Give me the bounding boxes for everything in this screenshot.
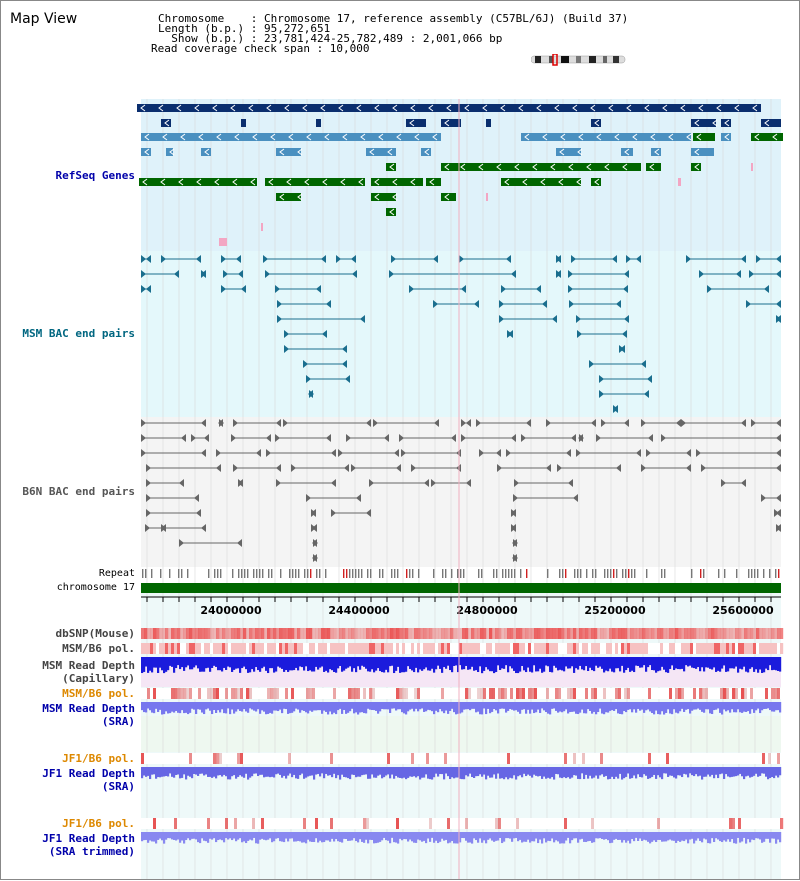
repeat-track: [142, 569, 779, 578]
repeat-label: Repeat: [98, 568, 135, 579]
ruler-tick-label: 24800000: [456, 604, 518, 617]
b6n-bac-label: B6N BAC end pairs: [22, 485, 135, 498]
msm-b6-pol-label-2: MSM/B6 pol.: [62, 687, 135, 700]
jf1-depth-sra-label: JF1 Read Depth (SRA): [42, 767, 135, 793]
page-title: Map View: [10, 11, 78, 27]
jf1-depth-trimmed-label: JF1 Read Depth (SRA trimmed): [42, 832, 135, 858]
msm-depth-sra-label: MSM Read Depth (SRA): [42, 702, 135, 728]
chromosome-label: chromosome 17: [56, 582, 135, 593]
chromosome-bar: [141, 583, 781, 593]
show-range-info: Show (b.p.) : 23,781,424-25,782,489 : 2,001,066 bp: [158, 32, 503, 45]
msm-b6-pol-label-1: MSM/B6 pol.: [62, 642, 135, 655]
jf1-b6-pol-label-1: JF1/B6 pol.: [62, 752, 135, 765]
chromosome-info: Chromosome : Chromosome 17, reference assembly (C57BL/6J) (Build 37): [158, 12, 629, 25]
dbsnp-label: dbSNP(Mouse): [55, 627, 135, 640]
msm-bac-band: [141, 251, 781, 417]
ruler-tick-label: 25200000: [584, 604, 646, 617]
msm-bac-label: MSM BAC end pairs: [22, 327, 135, 340]
ruler-tick-label: 24000000: [200, 604, 262, 617]
ruler-tick-label: 25600000: [712, 604, 774, 617]
jf1-b6-pol-label-2: JF1/B6 pol.: [62, 817, 135, 830]
genome-tracks[interactable]: [1, 1, 800, 881]
msm-depth-capillary-label: MSM Read Depth (Capillary): [42, 659, 135, 685]
ruler-tick-label: 24400000: [328, 604, 390, 617]
coverage-span-info: Read coverage check span : 10,000: [151, 42, 370, 55]
refseq-label: RefSeq Genes: [55, 169, 135, 182]
length-info: Length (b.p.) : 95,272,651: [158, 22, 331, 35]
